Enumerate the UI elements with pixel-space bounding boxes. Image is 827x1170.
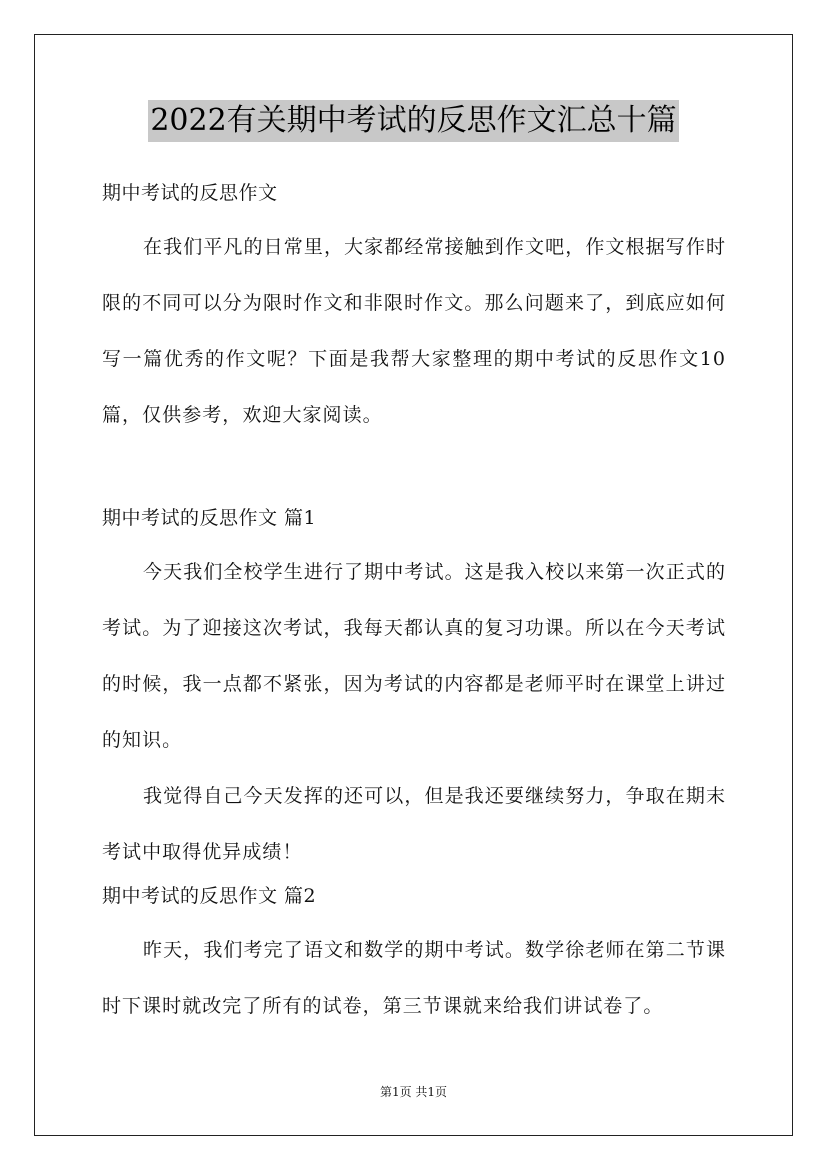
section-2-paragraph-1: 昨天，我们考完了语文和数学的期中考试。数学徐老师在第二节课时下课时就改完了所有的试卷，第三节课就来给我们讲试卷了。 [102, 939, 726, 1017]
document-title: 2022有关期中考试的反思作文汇总十篇 [148, 100, 678, 142]
intro-paragraph: 在我们平凡的日常里，大家都经常接触到作文吧，作文根据写作时限的不同可以分为限时作文和非限时作文。那么问题来了，到底应如何写一篇优秀的作文呢？下面是我帮大家整理的期中考试的反思作文10篇，仅供参考，欢迎大家阅读。 [102, 236, 726, 426]
section-1-paragraph-1: 今天我们全校学生进行了期中考试。这是我入校以来第一次正式的考试。为了迎接这次考试，我每天都认真的复习功课。所以在今天考试的时候，我一点都不紧张，因为考试的内容都是老师平时在课堂上讲过的知识。 [102, 561, 726, 751]
title-container [0, 100, 827, 142]
section-heading-1: 期中考试的反思作文 篇1 [102, 507, 317, 529]
intro-heading: 期中考试的反思作文 [102, 182, 278, 204]
page-number: 第1页 共1页 [379, 1085, 448, 1099]
page-footer [0, 1082, 827, 1102]
section-heading-2: 期中考试的反思作文 篇2 [102, 885, 317, 907]
section-1-paragraph-2: 我觉得自己今天发挥的还可以，但是我还要继续努力，争取在期末考试中取得优异成绩！ [102, 785, 726, 863]
